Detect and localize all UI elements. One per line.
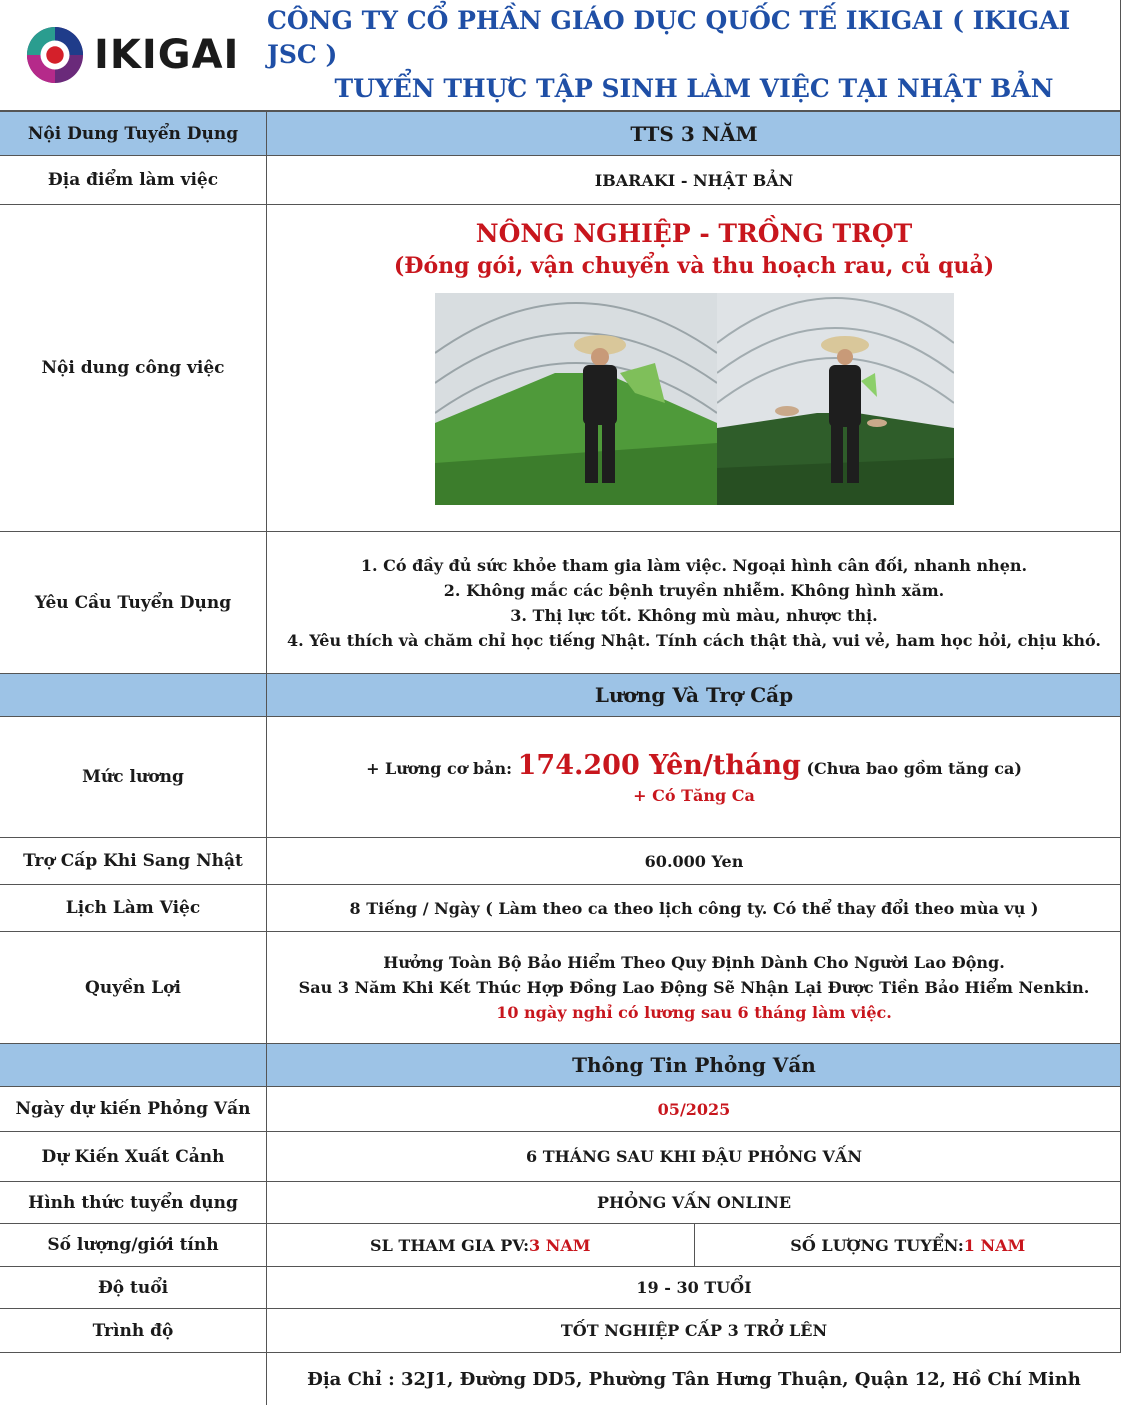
logo	[0, 0, 267, 110]
row-allowance	[0, 838, 1121, 885]
row-location	[0, 156, 1121, 205]
value-method: PHỎNG VẤN ONLINE	[596, 1193, 792, 1212]
row-education	[0, 1309, 1121, 1353]
job-photos	[435, 293, 954, 505]
row-age	[0, 1267, 1121, 1309]
row-requirements	[0, 532, 1121, 674]
label-schedule: Lịch Làm Việc	[0, 885, 267, 931]
header	[0, 0, 1121, 112]
title-line-2: TUYỂN THỰC TẬP SINH LÀM VIỆC TẠI NHẬT BẢN	[334, 74, 1054, 103]
company-title	[267, 0, 1121, 110]
job-subtitle: (Đóng gói, vận chuyển và thu hoạch rau, củ quả)	[393, 253, 995, 279]
salary-overtime: + Có Tăng Ca	[633, 786, 755, 805]
label-salary: Mức lương	[0, 717, 267, 837]
value-recruit-content: TTS 3 NĂM	[267, 112, 1121, 155]
row-benefits	[0, 932, 1121, 1044]
quantity-interview-value: 3 NAM	[529, 1235, 591, 1255]
right-border	[1120, 0, 1121, 1353]
salary-line	[366, 749, 1022, 786]
row-schedule	[0, 885, 1121, 932]
requirement-item: 1. Có đầy đủ sức khỏe tham gia làm việc. Ngoại hình cân đối, nhanh nhẹn.	[360, 555, 1028, 575]
row-recruit-content	[0, 112, 1121, 156]
label-requirements: Yêu Cầu Tuyển Dụng	[0, 532, 267, 673]
requirement-item: 2. Không mắc các bệnh truyền nhiễm. Không hình xăm.	[443, 580, 945, 600]
logo-text: IKIGAI	[94, 32, 240, 78]
quantity-recruit-value: 1 NAM	[963, 1235, 1026, 1255]
value-allowance: 60.000 Yen	[644, 851, 744, 871]
value-interview-date: 05/2025	[657, 1099, 731, 1119]
label-education: Trình độ	[0, 1309, 267, 1352]
section-salary	[0, 674, 1121, 717]
benefit-line-3: 10 ngày nghỉ có lương sau 6 tháng làm việc.	[496, 1003, 892, 1022]
row-departure	[0, 1132, 1121, 1182]
label-interview-date: Ngày dự kiến Phỏng Vấn	[0, 1087, 267, 1131]
row-interview-date	[0, 1087, 1121, 1132]
column-divider	[266, 112, 267, 1405]
benefit-line-1: Hưởng Toàn Bộ Bảo Hiểm Theo Quy Định Dành Cho Người Lao Động.	[383, 953, 1005, 972]
value-age: 19 - 30 TUỔI	[636, 1278, 752, 1297]
value-departure: 6 THÁNG SAU KHI ĐẬU PHỎNG VẤN	[526, 1147, 862, 1166]
section-salary-label-cell	[0, 674, 267, 716]
value-schedule: 8 Tiếng / Ngày ( Làm theo ca theo lịch công ty. Có thể thay đổi theo mùa vụ )	[349, 898, 1039, 918]
footer-address: Địa Chỉ : 32J1, Đường DD5, Phường Tân Hưng Thuận, Quận 12, Hồ Chí Minh	[307, 1368, 1081, 1390]
quantity-interview-prefix: SL THAM GIA PV:	[370, 1235, 529, 1255]
row-salary	[0, 717, 1121, 838]
salary-content	[267, 717, 1121, 837]
requirement-item: 3. Thị lực tốt. Không mù màu, nhược thị.	[510, 605, 878, 625]
section-interview-title: Thông Tin Phỏng Vấn	[267, 1044, 1121, 1086]
salary-prefix: + Lương cơ bản:	[366, 759, 518, 778]
section-interview	[0, 1044, 1121, 1087]
row-method	[0, 1182, 1121, 1224]
job-content	[267, 205, 1121, 531]
label-allowance: Trợ Cấp Khi Sang Nhật	[0, 838, 267, 884]
label-method: Hình thức tuyển dụng	[0, 1182, 267, 1223]
requirements-list	[267, 532, 1121, 673]
salary-note: (Chưa bao gồm tăng ca)	[800, 759, 1022, 778]
value-location: IBARAKI - NHẬT BẢN	[594, 170, 794, 190]
salary-amount: 174.200 Yên/tháng	[517, 750, 801, 781]
label-recruit-content: Nội Dung Tuyển Dụng	[0, 112, 267, 155]
quantity-split	[267, 1224, 1121, 1266]
section-interview-label-cell	[0, 1044, 267, 1086]
benefit-line-2: Sau 3 Năm Khi Kết Thúc Hợp Đồng Lao Động Sẽ Nhận Lại Được Tiền Bảo Hiểm Nenkin.	[298, 978, 1090, 997]
label-departure: Dự Kiến Xuất Cảnh	[0, 1132, 267, 1181]
quantity-interview	[267, 1224, 694, 1266]
greenhouse-photo-2	[717, 293, 954, 505]
row-quantity	[0, 1224, 1121, 1267]
label-benefits: Quyền Lợi	[0, 932, 267, 1043]
benefits-content	[267, 932, 1121, 1043]
quantity-recruit	[694, 1224, 1122, 1266]
ikigai-logo-icon	[26, 26, 84, 84]
section-salary-title: Lương Và Trợ Cấp	[267, 674, 1121, 716]
label-age: Độ tuổi	[0, 1267, 267, 1308]
title-line-1: CÔNG TY CỔ PHẦN GIÁO DỤC QUỐC TẾ IKIGAI ( IKIGAI JSC )	[267, 6, 1071, 69]
label-location: Địa điểm làm việc	[0, 156, 267, 204]
label-quantity: Số lượng/giới tính	[0, 1224, 267, 1266]
label-job: Nội dung công việc	[0, 205, 267, 531]
greenhouse-photo-1	[435, 293, 717, 505]
quantity-recruit-prefix: SỐ LƯỢNG TUYỂN:	[790, 1235, 964, 1255]
row-job	[0, 205, 1121, 532]
requirement-item: 4. Yêu thích và chăm chỉ học tiếng Nhật. Tính cách thật thà, vui vẻ, ham học hỏi, chịu khó.	[287, 630, 1101, 650]
value-education: TỐT NGHIỆP CẤP 3 TRỞ LÊN	[560, 1321, 828, 1340]
job-title: NÔNG NGHIỆP - TRỒNG TRỌT	[475, 219, 913, 248]
